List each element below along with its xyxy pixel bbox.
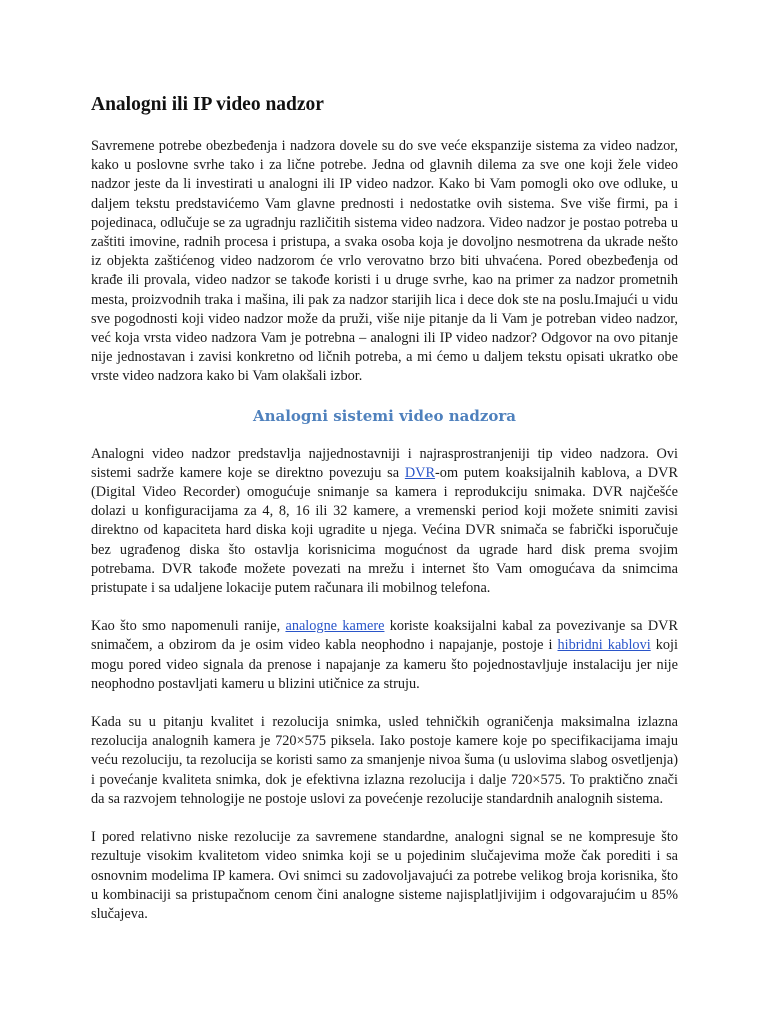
hybrid-cables-link[interactable]: hibridni kablovi [557,637,651,654]
paragraph-text: Kao što smo napomenuli ranije, [91,618,286,635]
intro-paragraph: Savremene potrebe obezbeđenja i nadzora dovele su do sve veće ekspanzije sistema za video nadzor, kako u poslovne svrhe tako i za lične potrebe. Jedna od glavnih dilema za sve one koji žele video nadzor jeste da li investirati u analogni ili IP video nadzor. Kako bi Vam pomogli oko ove odluke, u daljem tekstu predstavićemo Vam glavne prednosti i nedostatke ovih sistema. Sve više firmi, pa i pojedinaca, odlučuje se za ugradnju različitih sistema video nadzora. Video nadzor je postao potreba u zaštiti imovine, radnih procesa i pristupa, a svaka osoba koja je dovoljno nesmotrena da ukrade nešto iz objekta zaštićenog video nadzorom će vrlo verovatno brzo biti uhvaćena. Pored obezbeđenja od krađe ili provala, video nadzor se takođe koristi i u druge svrhe, kao na primer za nadzor prometnih mesta, proizvodnih traka i mašina, ili pak za nadzor starijih lica i dece dok ste na poslu.Imajući u vidu sve pogodnosti koji video nadzor može da pruži, više nije pitanje da li Vam je potreban video nadzor, već koja vrsta video nadzora Vam je potrebna – analogni ili IP video nadzor? Odgovor na ovo pitanje nije jednostavan i zavisi konkretno od ličnih potreba, a mi ćemo u daljem tekstu opisati ukratko obe vrste video nadzora kako bi Vam olakšali izbor. [91,138,678,385]
paragraph-text: koriste koaksijalni kabal za povezivanje sa DVR snimačem, a obzirom da je osim video kabla neophodno i napajanje, postoje i [91,618,679,654]
paragraph-text: Analogni video nadzor predstavlja najjednostavniji i najrasprostranjeniji tip video nadzora. Ovi sistemi sadrže kamere koje se direktno povezuju sa [91,445,678,481]
paragraph-dvr [91,445,678,599]
paragraph-text: koji mogu pored video signala da prenose i napajanje za kameru što pojednostavljuje instalaciju jer nije neophodno postavljati kameru u blizini utičnice za struju. [91,637,678,692]
dvr-link[interactable]: DVR [404,464,436,481]
paragraph-quality: I pored relativno niske rezolucije za savremene standardne, analogni signal se ne kompresuje što rezultuje visokim kvalitetom video snimka koji se u pojedinim slučajevima može čak porediti i sa osnovnim modelima IP kamera. Ovi snimci su zadovoljavajući za potrebe velikog broja korisnika, što u kombinaciji sa pristupačnom cenom čini analogne sisteme najisplatljivijim i odgovarajućim u 85% slučajeva. [91,829,678,922]
section-heading: Analogni sistemi video nadzora [252,406,517,425]
page-title: Analogni ili IP video nadzor [91,94,324,115]
paragraph-text: -om putem koaksijalnih kablova, a DVR (Digital Video Recorder) omogućuje snimanje sa kamera i reprodukciju snimaka. DVR najčešće dolazi u konfiguracijama za 4, 8, 16 ili 32 kamere, a vremenski period koji možete snimiti zavisi direktno od kapaciteta hard diska koji ugradite u njega. Većina DVR snimača se fabrički isporučuje bez ugrađenog diska što ostavlja korisnicima mogućnost da ugrade hard disk prema svojim potrebama. DVR takođe možete povezati na mrežu i internet što Vam omogućava da snimcima pristupate i sa udaljene lokacije putem računara ili mobilnog telefona. [91,464,678,597]
paragraph-cables [91,617,678,694]
analog-cameras-link[interactable]: analogne kamere [285,618,385,635]
paragraph-resolution: Kada su u pitanju kvalitet i rezolucija snimka, usled tehničkih ograničenja maksimalna izlazna rezolucija analognih kamera je 720×575 piksela. Iako postoje kamere koje po specifikacijama imaju veću rezoluciju, ta rezolucija se koristi samo za smanjenje nivoa šuma (u uslovima slabog osvetljenja) i povećanje kvaliteta snimka, dok je efektivna izlazna rezolucija i dalje 720×575. To praktično znači da sa razvojem tehnologije ne postoje uslovi za povećenje rezolucije standardnih analognih sistema. [91,714,678,807]
